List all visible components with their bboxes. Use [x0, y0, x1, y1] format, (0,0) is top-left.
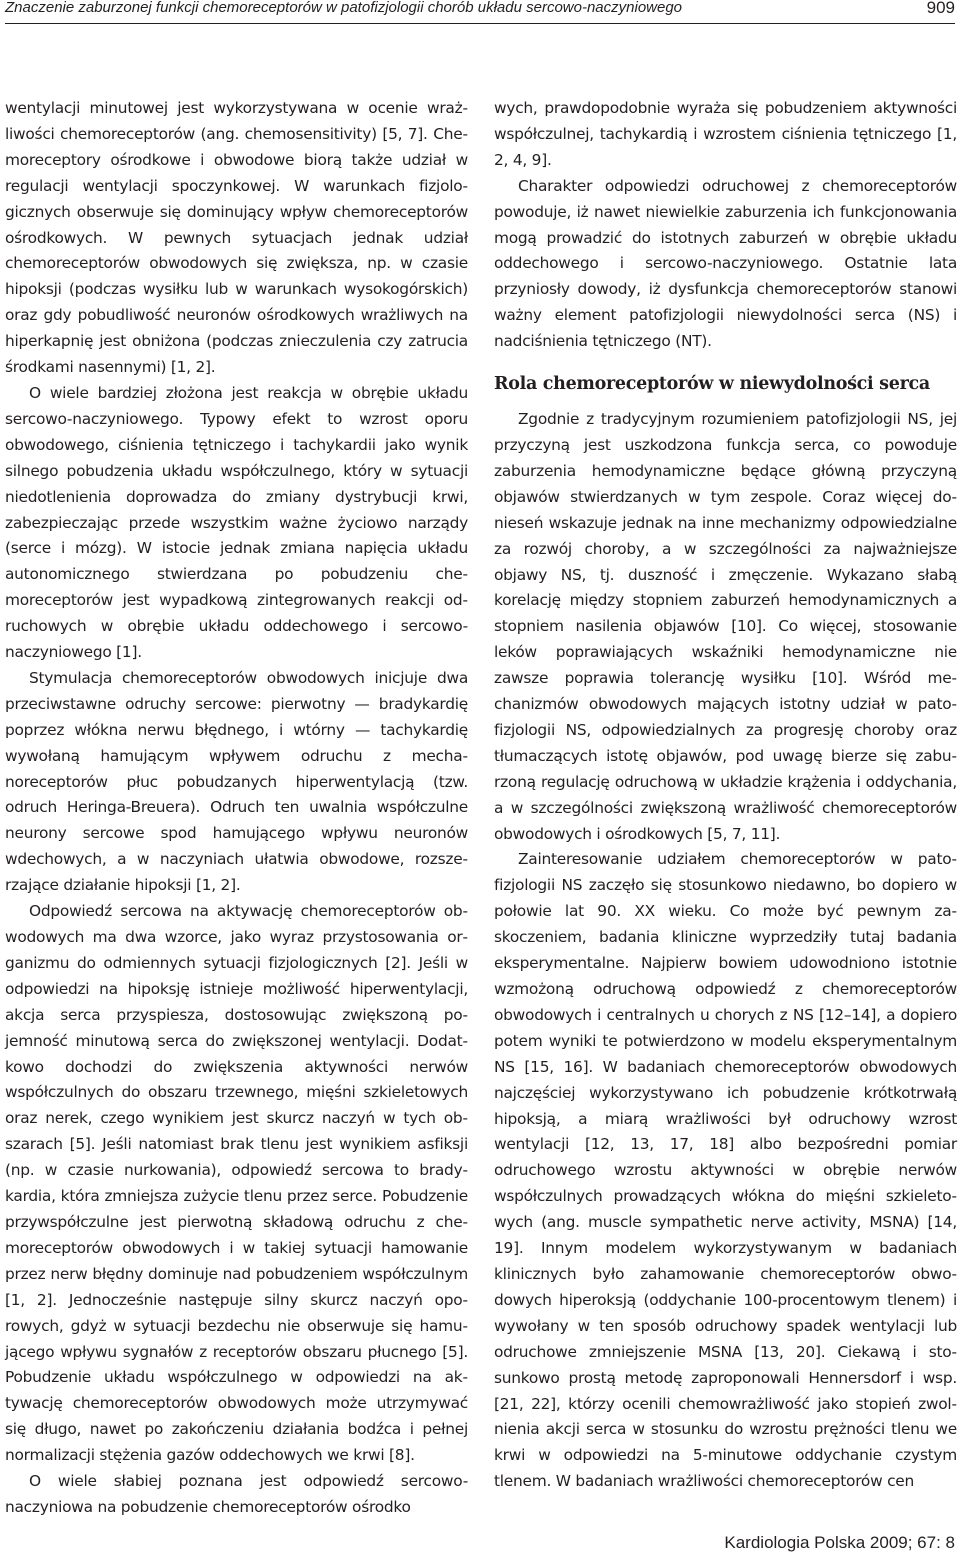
- paragraph: Stymulacja chemoreceptorów obwodowych inicjuje dwa przeciwstawne odruchy sercowe: pierwotny — bradykardię poprzez włókna nerwu błędnego, i wtórny — tachykardię wywołaną hamującym wpływem odruchu z mechanoreceptorów płuc pobudzanych hiperwentylacją (tzw. odruch Heringa-Breuera). Odruch ten uwalnia współczulne neurony sercowe spod hamującego wpływu neuronów wdechowych, a w naczyniach ułatwia obwodowe, rozszerzające działanie hipoksji [1, 2].: [5, 668, 468, 895]
- paragraph: O wiele słabiej poznana jest odpowiedź sercowo-naczyniowa na pobudzenie chemoreceptorów ośrodko: [5, 1472, 468, 1516]
- running-header: [5, 0, 955, 26]
- paragraph: Charakter odpowiedzi odruchowej z chemoreceptorów powoduje, iż nawet niewielkie zaburzenia ich funkcjonowania mogą prowadzić do istotnych zaburzeń w obrębie układu oddechowego i sercowo-naczyniowego. Ostatnie lata przyniosły dowody, iż dysfunkcja chemoreceptorów stanowi ważny element patofizjologii niewydolności serca (NS) i nadciśnienia tętniczego (NT).: [494, 176, 957, 351]
- paragraph: wentylacji minutowej jest wykorzystywana w ocenie wrażliwości chemoreceptorów (ang. chemosensitivity) [5, 7]. Chemoreceptory ośrodkowe i obwodowe biorą także udział w regulacji wentylacji spoczynkowej. W warunkach fizjologicznych obserwuje się dominujący wpływ chemoreceptorów ośrodkowych. W pewnych sytuacjach jednak udział chemoreceptorów obwodowych się zwiększa, np. w czasie hipoksji (podczas wysiłku lub w warunkach wysokogórskich) oraz gdy pobudliwość neuronów ośrodkowych wrażliwych na hiperkapnię jest obniżona (podczas znieczulenia czy zatrucia środkami nasennymi) [1, 2].: [5, 99, 468, 377]
- paragraph: wych, prawdopodobnie wyraża się pobudzeniem aktywności współczulnej, tachykardią i wzrostem ciśnienia tętniczego [1, 2, 4, 9].: [494, 99, 957, 169]
- right-column: [494, 96, 957, 1495]
- paragraph: O wiele bardziej złożona jest reakcja w obrębie układu sercowo-naczyniowego. Typowy efekt to wzrost oporu obwodowego, ciśnienia tętniczego i tachykardii jako wynik silnego pobudzenia układu współczulnego, który w sytuacji niedotlenienia doprowadza do zmiany dystrybucji krwi, zabezpieczając przede wszystkim ważne życiowo narządy (serce i mózg). W istocie jednak zmiana napięcia układu autonomicznego stwierdzana po pobudzeniu chemoreceptorów jest wypadkową zintegrowanych reakcji odruchowych w obrębie układu oddechowego i sercowo-naczyniowego [1].: [5, 383, 468, 662]
- section-heading: Rola chemoreceptorów w niewydolności serca: [494, 374, 930, 395]
- left-column: [5, 96, 468, 1521]
- page-number: 909: [926, 0, 955, 17]
- journal-footer: Kardiologia Polska 2009; 67: 8: [724, 1533, 955, 1552]
- paragraph: Zainteresowanie udziałem chemoreceptorów w patofizjologii NS zaczęło się stosunkowo niedawno, bo dopiero w połowie lat 90. XX wieku. Co może być pewnym zaskoczeniem, badania kliniczne wyprzedziły tutaj badania eksperymentalne. Najpierw bowiem udowodniono istotnie wzmożoną odruchową odpowiedź z chemoreceptorów obwodowych i centralnych u chorych z NS [12–14], a dopiero potem wyniki te potwierdzono w modelu eksperymentalnym NS [15, 16]. W badaniach chemoreceptorów obwodowych najczęściej wykorzystywano ich pobudzenie krótkotrwałą hipoksją, a miarą wrażliwości był odruchowy wzrost wentylacji [12, 13, 17, 18] albo bezpośredni pomiar odruchowego wzrostu aktywności w obrębie nerwów współczulnych prowadzących włókna do mięśni szkieletowych (ang. muscle sympathetic nerve activity, MSNA) [14, 19]. Innym modelem wykorzystywanym w badaniach klinicznych było zahamowanie chemoreceptorów obwodowych hiperoksją (oddychanie 100-procentowym tlenem) i wywołany w ten sposób odruchowy spadek wentylacji lub odruchowe zmniejszenie MSNA [13, 20]. Ciekawą i stosunkowo prostą metodę zaproponowali Hennersdorf i wsp. [21, 22], którzy ocenili chemowrażliwość jako stopień zwolnienia akcji serca w stosunku do wzrostu prężności tlenu we krwi w odpowiedzi na 5-minutowe oddychanie czystym tlenem. W badaniach wrażliwości chemoreceptorów cen: [494, 850, 957, 1491]
- paragraph: Zgodnie z tradycyjnym rozumieniem patofizjologii NS, jej przyczyną jest uszkodzona funkcja serca, co powoduje zaburzenia hemodynamiczne będące główną przyczyną objawów stwierdzanych w tym zespole. Coraz więcej donieseń wskazuje jednak na inne mechanizmy odpowiedzialne za rozwój choroby, a w szczególności za najważniejsze objawy NS, tj. duszność i zmęczenie. Wykazano słabą korelację między stopniem zaburzeń hemodynamicznych a stopniem nasilenia objawów [10]. Co więcej, stosowanie leków poprawiających wskaźniki hemodynamiczne nie zawsze poprawia tolerancję wysiłku [10]. Wśród mechanizmów obwodowych mających istotny udział w patofizjologii NS, odpowiedzialnych za progresję choroby oraz tłumaczących istotę objawów, pod uwagę bierze się zaburzoną regulację odruchową w układzie krążenia i oddychania, a w szczególności zwiększoną wrażliwość chemoreceptorów obwodowych i ośrodkowych [5, 7, 11].: [494, 410, 957, 843]
- paragraph: Odpowiedź sercowa na aktywację chemoreceptorów obwodowych ma dwa wzorce, jako wyraz przystosowania organizmu do odmiennych sytuacji fizjologicznych [2]. Jeśli w odpowiedzi na hipoksję istnieje możliwość hiperwentylacji, akcja serca przyspiesza, dostosowując zwiększoną pojemność minutową serca do zwiększonej wentylacji. Dodatkowo dochodzi do zwiększenia aktywności nerwów współczulnych do obszaru trzewnego, mięśni szkieletowych oraz nerek, czego wynikiem jest skurcz naczyń w tych obszarach [5]. Jeśli natomiast brak tlenu jest wynikiem asfiksji (np. w czasie nurkowania), odpowiedź sercowa to bradykardia, która zmniejsza zużycie tlenu przez serce. Pobudzenie przywspółczulne jest pierwotną składową odruchu z chemoreceptorów obwodowych i w takiej sytuacji hamowanie przez nerw błędny dominuje nad pobudzeniem współczulnym [1, 2]. Jednocześnie następuje silny skurcz naczyń oporowych, gdyż w sytuacji bezdechu nie obserwuje się hamującego wpływu sygnałów z receptorów obszaru płucnego [5]. Pobudzenie układu współczulnego w odpowiedzi na aktywację chemoreceptorów obwodowych może utrzymywać się długo, nawet po zakończeniu działania bodźca i pełnej normalizacji stężenia gazów oddechowych we krwi [8].: [5, 902, 468, 1465]
- header-rule: [5, 23, 955, 24]
- running-title: Znaczenie zaburzonej funkcji chemoreceptorów w patofizjologii chorób układu sercowo-naczyniowego: [5, 0, 683, 16]
